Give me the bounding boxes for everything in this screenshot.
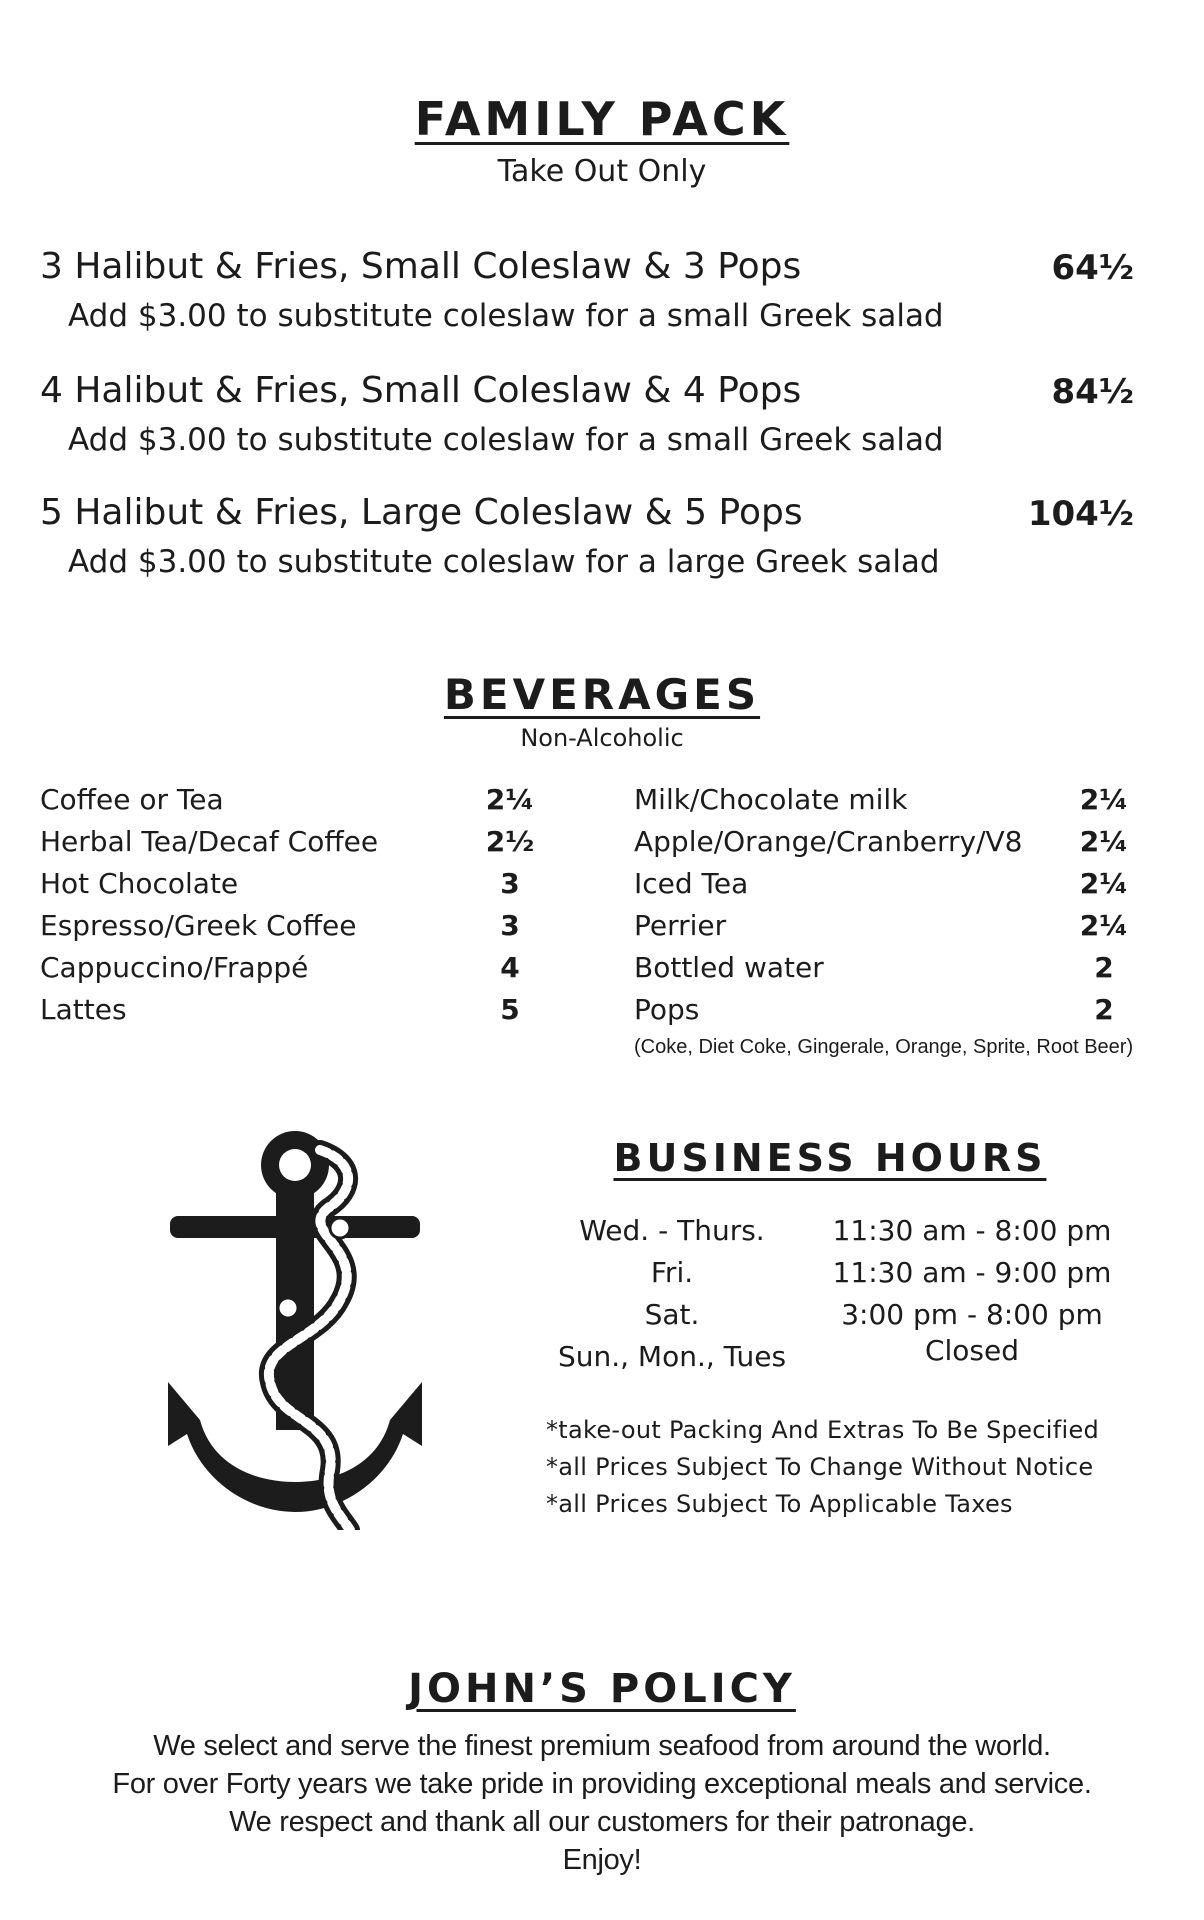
beverage-name: Cappuccino/Frappé [40,951,309,984]
family-pack-item-price: 64½ [1051,248,1134,288]
beverage-name: Apple/Orange/Cranberry/V8 [634,825,1023,858]
policy-note: *all Prices Subject To Applicable Taxes [546,1490,1013,1518]
policy-note: *take-out Packing And Extras To Be Specified [546,1416,1100,1444]
policy-line: For over Forty years we take pride in providing exceptional meals and service. [112,1768,1092,1800]
beverage-name: Bottled water [634,951,824,984]
beverage-price: 3 [500,909,520,942]
beverage-name: Hot Chocolate [40,867,239,900]
beverage-price: 4 [500,951,520,984]
family-pack-item-note: Add $3.00 to substitute coleslaw for a small Greek salad [68,298,944,334]
beverage-name: Lattes [40,993,127,1026]
policy-line: We respect and thank all our customers for their patronage. [229,1806,975,1838]
family-pack-item-price: 104½ [1027,494,1134,534]
business-hours-title: BUSINESS HOURS [613,1136,1047,1180]
pops-note: (Coke, Diet Coke, Gingerale, Orange, Sprite, Root Beer) [634,1036,1134,1058]
family-pack-item-price: 84½ [1051,372,1134,412]
beverage-price: 2 [1094,993,1114,1026]
beverage-price: 2 [1094,951,1114,984]
beverages-title: BEVERAGES [443,670,761,719]
policy-title: JOHN’S POLICY [408,1666,796,1712]
beverage-price: 3 [500,867,520,900]
family-pack-item-name: 3 Halibut & Fries, Small Coleslaw & 3 Pops [40,246,802,287]
family-pack-subtitle: Take Out Only [497,154,707,189]
hours-days: Wed. - Thurs. [579,1214,765,1247]
family-pack-item-note: Add $3.00 to substitute coleslaw for a large Greek salad [68,544,940,580]
beverage-price: 2½ [485,825,535,858]
beverage-name: Perrier [634,909,727,942]
hours-time: 11:30 am - 8:00 pm [832,1214,1112,1247]
family-pack-item-name: 4 Halibut & Fries, Small Coleslaw & 4 Pops [40,370,802,411]
beverage-price: 5 [500,993,520,1026]
family-pack-title: FAMILY PACK [414,92,790,146]
anchor-icon [160,1120,430,1530]
beverage-name: Espresso/Greek Coffee [40,909,357,942]
hours-days: Sat. [644,1298,700,1331]
policy-note: *all Prices Subject To Change Without Notice [546,1453,1094,1481]
beverage-name: Pops [634,993,700,1026]
beverage-name: Iced Tea [634,867,749,900]
hours-time: 11:30 am - 9:00 pm [832,1256,1112,1289]
hours-time: 3:00 pm - 8:00 pm [841,1298,1103,1331]
family-pack-item-name: 5 Halibut & Fries, Large Coleslaw & 5 Pops [40,492,803,533]
beverages-subtitle: Non-Alcoholic [520,724,684,752]
beverage-name: Herbal Tea/Decaf Coffee [40,825,379,858]
beverage-price: 2¼ [485,783,535,816]
policy-line: Enjoy! [562,1844,642,1876]
beverage-price: 2¼ [1079,783,1129,816]
hours-days: Fri. [650,1256,694,1289]
hours-time: Closed [924,1334,1020,1367]
beverage-price: 2¼ [1079,909,1129,942]
hours-days: Sun., Mon., Tues [557,1340,787,1373]
beverage-price: 2¼ [1079,825,1129,858]
policy-line: We select and serve the finest premium seafood from around the world. [153,1730,1051,1762]
beverage-name: Milk/Chocolate milk [634,783,908,816]
family-pack-item-note: Add $3.00 to substitute coleslaw for a small Greek salad [68,422,944,458]
beverage-name: Coffee or Tea [40,783,224,816]
beverage-price: 2¼ [1079,867,1129,900]
